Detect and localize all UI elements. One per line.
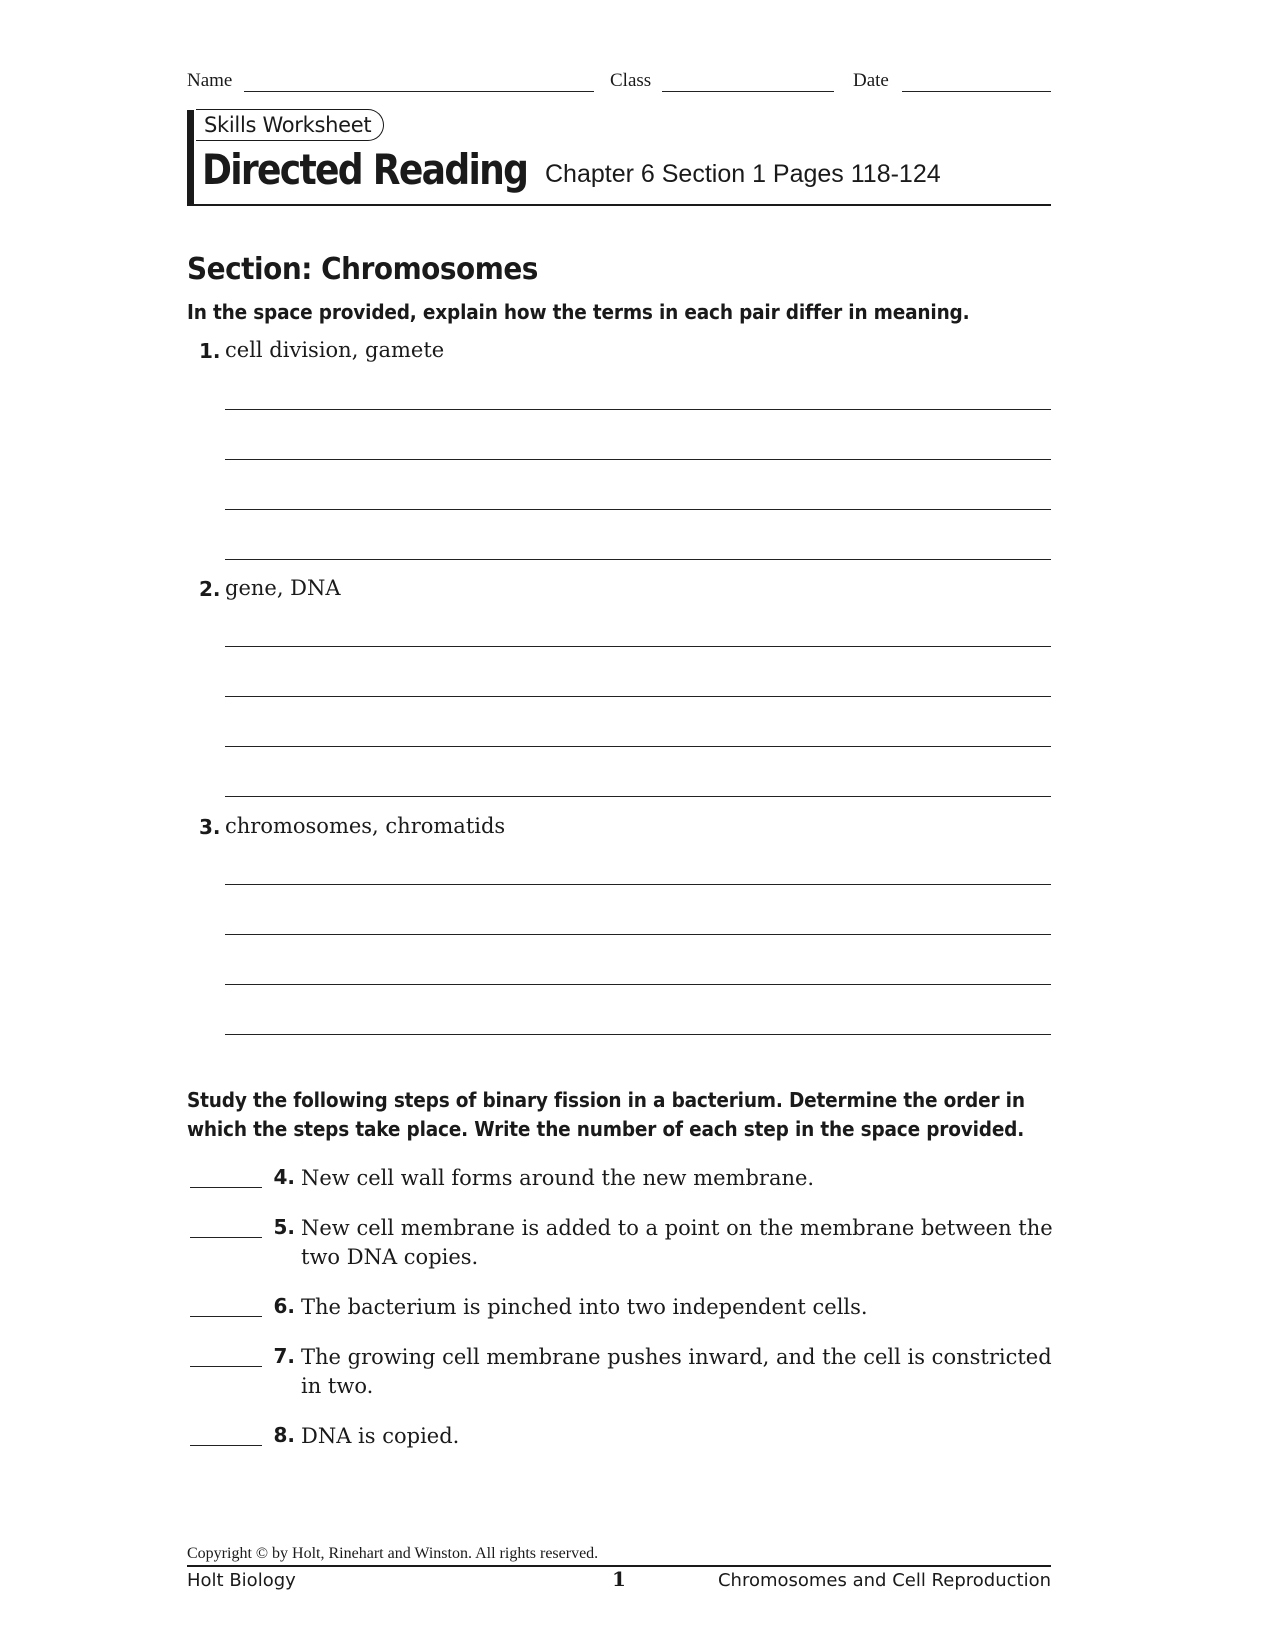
steps-instruction-line: which the steps take place. Write the number of each step in the space provided. [187,1117,1025,1141]
name-label: Name [187,70,233,91]
steps-instruction-line: Study the following steps of binary fission in a bacterium. Determine the order in [187,1088,1025,1112]
answer-line[interactable] [225,409,1051,410]
answer-line[interactable] [225,646,1051,647]
step-text [301,1293,1061,1322]
footer-chapter-title: Chromosomes and Cell Reproduction [717,1570,1051,1591]
answer-line[interactable] [225,509,1051,510]
step-answer-blank[interactable] [190,1316,262,1317]
step-text-line: New cell membrane is added to a point on the membrane between the [301,1216,1053,1240]
section-title: Section: Chromosomes [187,252,538,287]
step-number: 7. [273,1344,295,1368]
answer-line[interactable] [225,984,1051,985]
step-text [301,1343,1061,1401]
name-field[interactable] [244,91,594,92]
step-number: 6. [273,1294,295,1318]
footer-book-title: Holt Biology [187,1570,296,1591]
step-number: 4. [273,1165,295,1189]
question-number: 3. [199,815,221,839]
step-text [301,1214,1061,1272]
class-label: Class [610,70,652,91]
step-text-line: two DNA copies. [301,1245,479,1269]
chapter-reference: Chapter 6 Section 1 Pages 118-124 [545,160,941,188]
question-number: 2. [199,577,221,601]
answer-line[interactable] [225,934,1051,935]
step-text-line: The growing cell membrane pushes inward, and the cell is constricted [301,1345,1052,1369]
step-answer-blank[interactable] [190,1445,262,1446]
answer-line[interactable] [225,1034,1051,1035]
step-text-line: DNA is copied. [301,1424,460,1448]
answer-line[interactable] [225,559,1051,560]
step-text-line: The bacterium is pinched into two independent cells. [301,1295,868,1319]
answer-line[interactable] [225,459,1051,460]
date-field[interactable] [902,91,1051,92]
class-field[interactable] [662,91,834,92]
page-number: 1 [612,1567,626,1591]
step-answer-blank[interactable] [190,1187,262,1188]
step-text-line: New cell wall forms around the new membrane. [301,1166,815,1190]
question-text: chromosomes, chromatids [225,814,506,838]
skills-worksheet-tag: Skills Worksheet [196,109,384,141]
title-divider [187,204,1051,206]
question-text: cell division, gamete [225,338,445,362]
answer-line[interactable] [225,884,1051,885]
step-text-line: in two. [301,1374,374,1398]
steps-instruction [187,1086,1025,1144]
step-answer-blank[interactable] [190,1237,262,1238]
answer-line[interactable] [225,696,1051,697]
title-bar-accent [187,110,194,206]
answer-line[interactable] [225,796,1051,797]
question-number: 1. [199,339,221,363]
question-text: gene, DNA [225,576,341,600]
answer-line[interactable] [225,746,1051,747]
step-text [301,1422,1061,1451]
copyright-notice: Copyright © by Holt, Rinehart and Winston. All rights reserved. [187,1545,599,1562]
step-number: 5. [273,1215,295,1239]
worksheet-title: Directed Reading [202,145,528,194]
date-label: Date [853,70,889,91]
section-instruction: In the space provided, explain how the terms in each pair differ in meaning. [187,300,970,324]
step-number: 8. [273,1423,295,1447]
step-answer-blank[interactable] [190,1366,262,1367]
step-text [301,1164,1061,1193]
